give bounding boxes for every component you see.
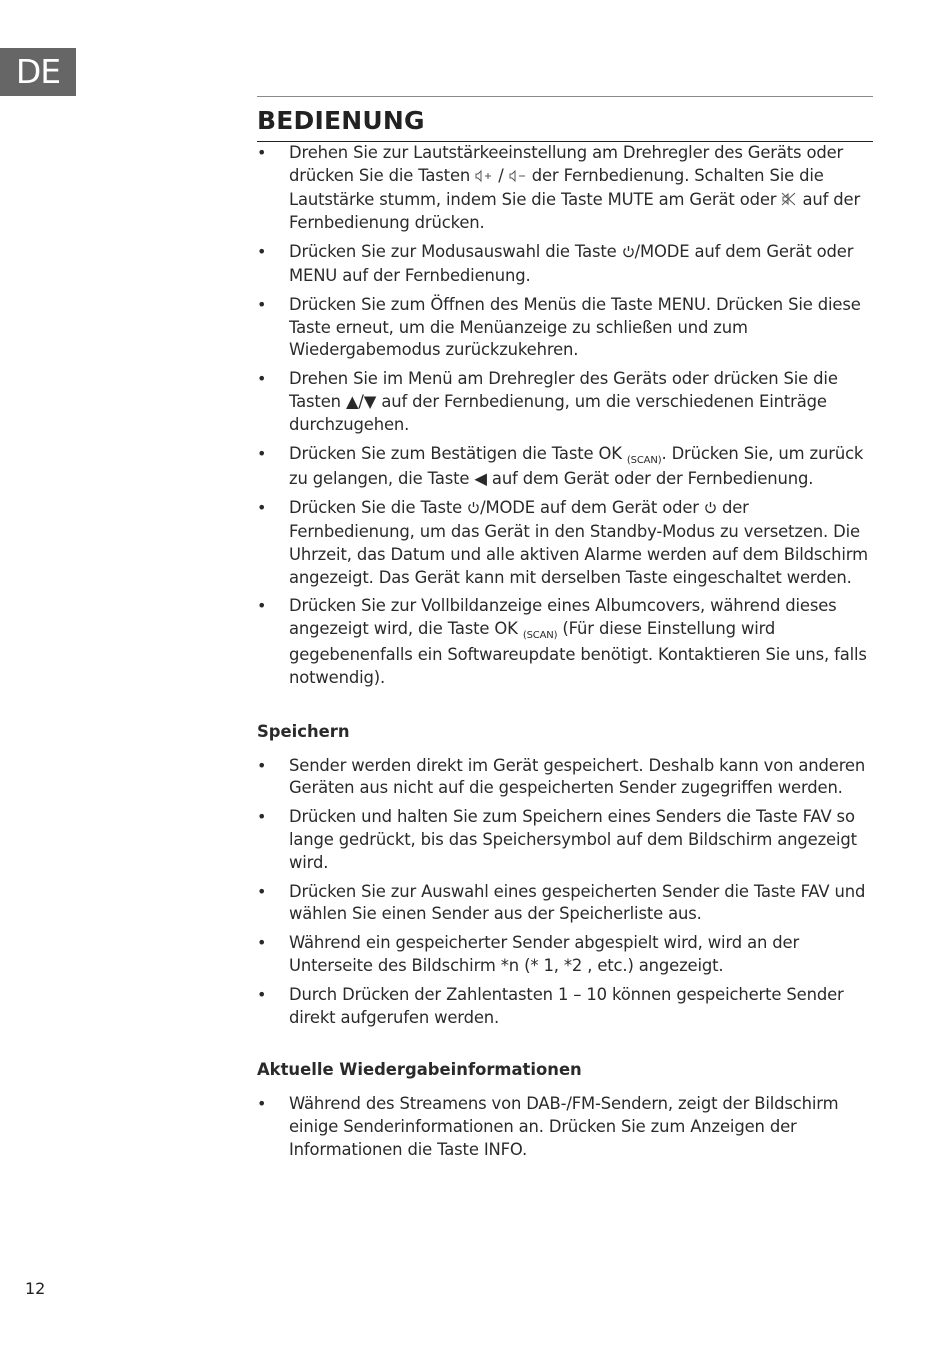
list-item: • Durch Drücken der Zahlentasten 1 – 10 können gespeicherte Sender direkt aufgerufen werden.: [257, 984, 844, 1027]
bullet: •: [257, 755, 267, 775]
list-item: • Drehen Sie im Menü am Drehregler des Geräts oder drücken Sie die Tasten ▲/▼ auf der Fernbedienung, um die verschiedenen Einträge durchzugehen.: [257, 369, 838, 434]
list-item: • Drücken Sie zur Vollbildanzeige eines Albumcovers, während dieses angezeigt wird, die Taste OK $_{(SCAN)}$ (Für diese Einstellung wird gegebenenfalls ein Softwareupdate benötigt. Kontaktieren Sie uns, falls notwendig).: [257, 596, 867, 687]
bullet: •: [257, 498, 267, 518]
bullet: •: [257, 143, 267, 162]
power-icon: [467, 498, 480, 521]
bullet: •: [257, 807, 267, 827]
list-item: • Sender werden direkt im Gerät gespeichert. Deshalb kann von anderen Geräten aus nicht auf die gespeicherten Sender zugegriffen werden.: [257, 755, 866, 798]
bullet: •: [257, 294, 267, 314]
down-arrow-icon: ▼: [363, 391, 377, 411]
section-title: BEDIENUNG: [257, 106, 425, 135]
list-item: • Drehen Sie zur Lautstärkeeinstellung am Drehregler des Geräts oder drücken Sie die Tasten / der Fernbedienung. Schalten Sie die Lautstärke stumm, indem Sie die Taste MUTE am Gerät oder auf der Fernbedienung drücken.: [257, 143, 861, 233]
list-item: • Während des Streamens von DAB-/FM-Sendern, zeigt der Bildschirm einige Senderinformationen an. Drücken Sie zum Anzeigen der Informationen die Taste INFO.: [257, 1094, 839, 1159]
list-item: • Drücken und halten Sie zum Speichern eines Senders die Taste FAV so lange gedrückt, bis das Speichersymbol auf dem Bildschirm angezeigt wird.: [257, 807, 857, 872]
list-item: • Drücken Sie zum Bestätigen die Taste OK $_{(SCAN)}$. Drücken Sie, um zurück zu gelangen, die Taste ◀ auf dem Gerät oder der Fernbedienung.: [257, 443, 864, 489]
operation-list: [257, 142, 873, 690]
info-heading: Aktuelle Wiedergabeinformationen: [257, 1060, 582, 1080]
up-arrow-icon: ▲: [345, 391, 359, 411]
bullet: •: [257, 242, 267, 262]
list-item: • Drücken Sie zum Öffnen des Menüs die Taste MENU. Drücken Sie diese Taste erneut, um die Menüanzeige zu schließen und zum Wiedergabemodus zurückzukehren.: [257, 294, 861, 360]
volume-up-icon: [475, 166, 493, 189]
left-arrow-icon: ◀: [474, 469, 487, 489]
bullet: •: [257, 933, 267, 953]
info-list: [257, 1093, 873, 1161]
list-item: • Während ein gespeicherter Sender abgespielt wird, wird an der Unterseite des Bildschirm *n (* 1, *2 , etc.) angezeigt.: [257, 933, 800, 975]
volume-down-icon: [509, 166, 527, 189]
bullet: •: [257, 881, 267, 901]
bullet: •: [257, 369, 267, 389]
power-icon: [622, 242, 635, 265]
power-icon: [704, 498, 717, 521]
page-number: 12: [25, 1279, 46, 1298]
speichern-heading: Speichern: [257, 721, 350, 741]
bullet: •: [257, 596, 267, 616]
bullet: •: [257, 443, 267, 463]
bullet: •: [257, 984, 267, 1004]
mute-icon: [781, 190, 797, 213]
speichern-list: [257, 755, 873, 1030]
page-content: [257, 96, 873, 1168]
scan-label: (SCAN): [626, 454, 662, 466]
language-tab: DE: [0, 48, 76, 96]
list-item: • Drücken Sie zur Modusauswahl die Taste /MODE auf dem Gerät oder MENU auf der Fernbedienung.: [257, 242, 854, 285]
list-item: • Drücken Sie die Taste /MODE auf dem Gerät oder der Fernbedienung, um das Gerät in den Standby-Modus zu versetzen. Die Uhrzeit, das Datum und alle aktiven Alarme werden auf dem Bildschirm angezeigt. Das Gerät kann mit derselben Taste eingeschaltet werden.: [257, 498, 868, 587]
top-rule: [257, 96, 873, 97]
list-item: • Drücken Sie zur Auswahl eines gespeicherten Sender die Taste FAV und wählen Sie einen Sender aus der Speicherliste aus.: [257, 881, 866, 924]
bullet: •: [257, 1094, 267, 1114]
scan-label: (SCAN): [522, 630, 558, 642]
